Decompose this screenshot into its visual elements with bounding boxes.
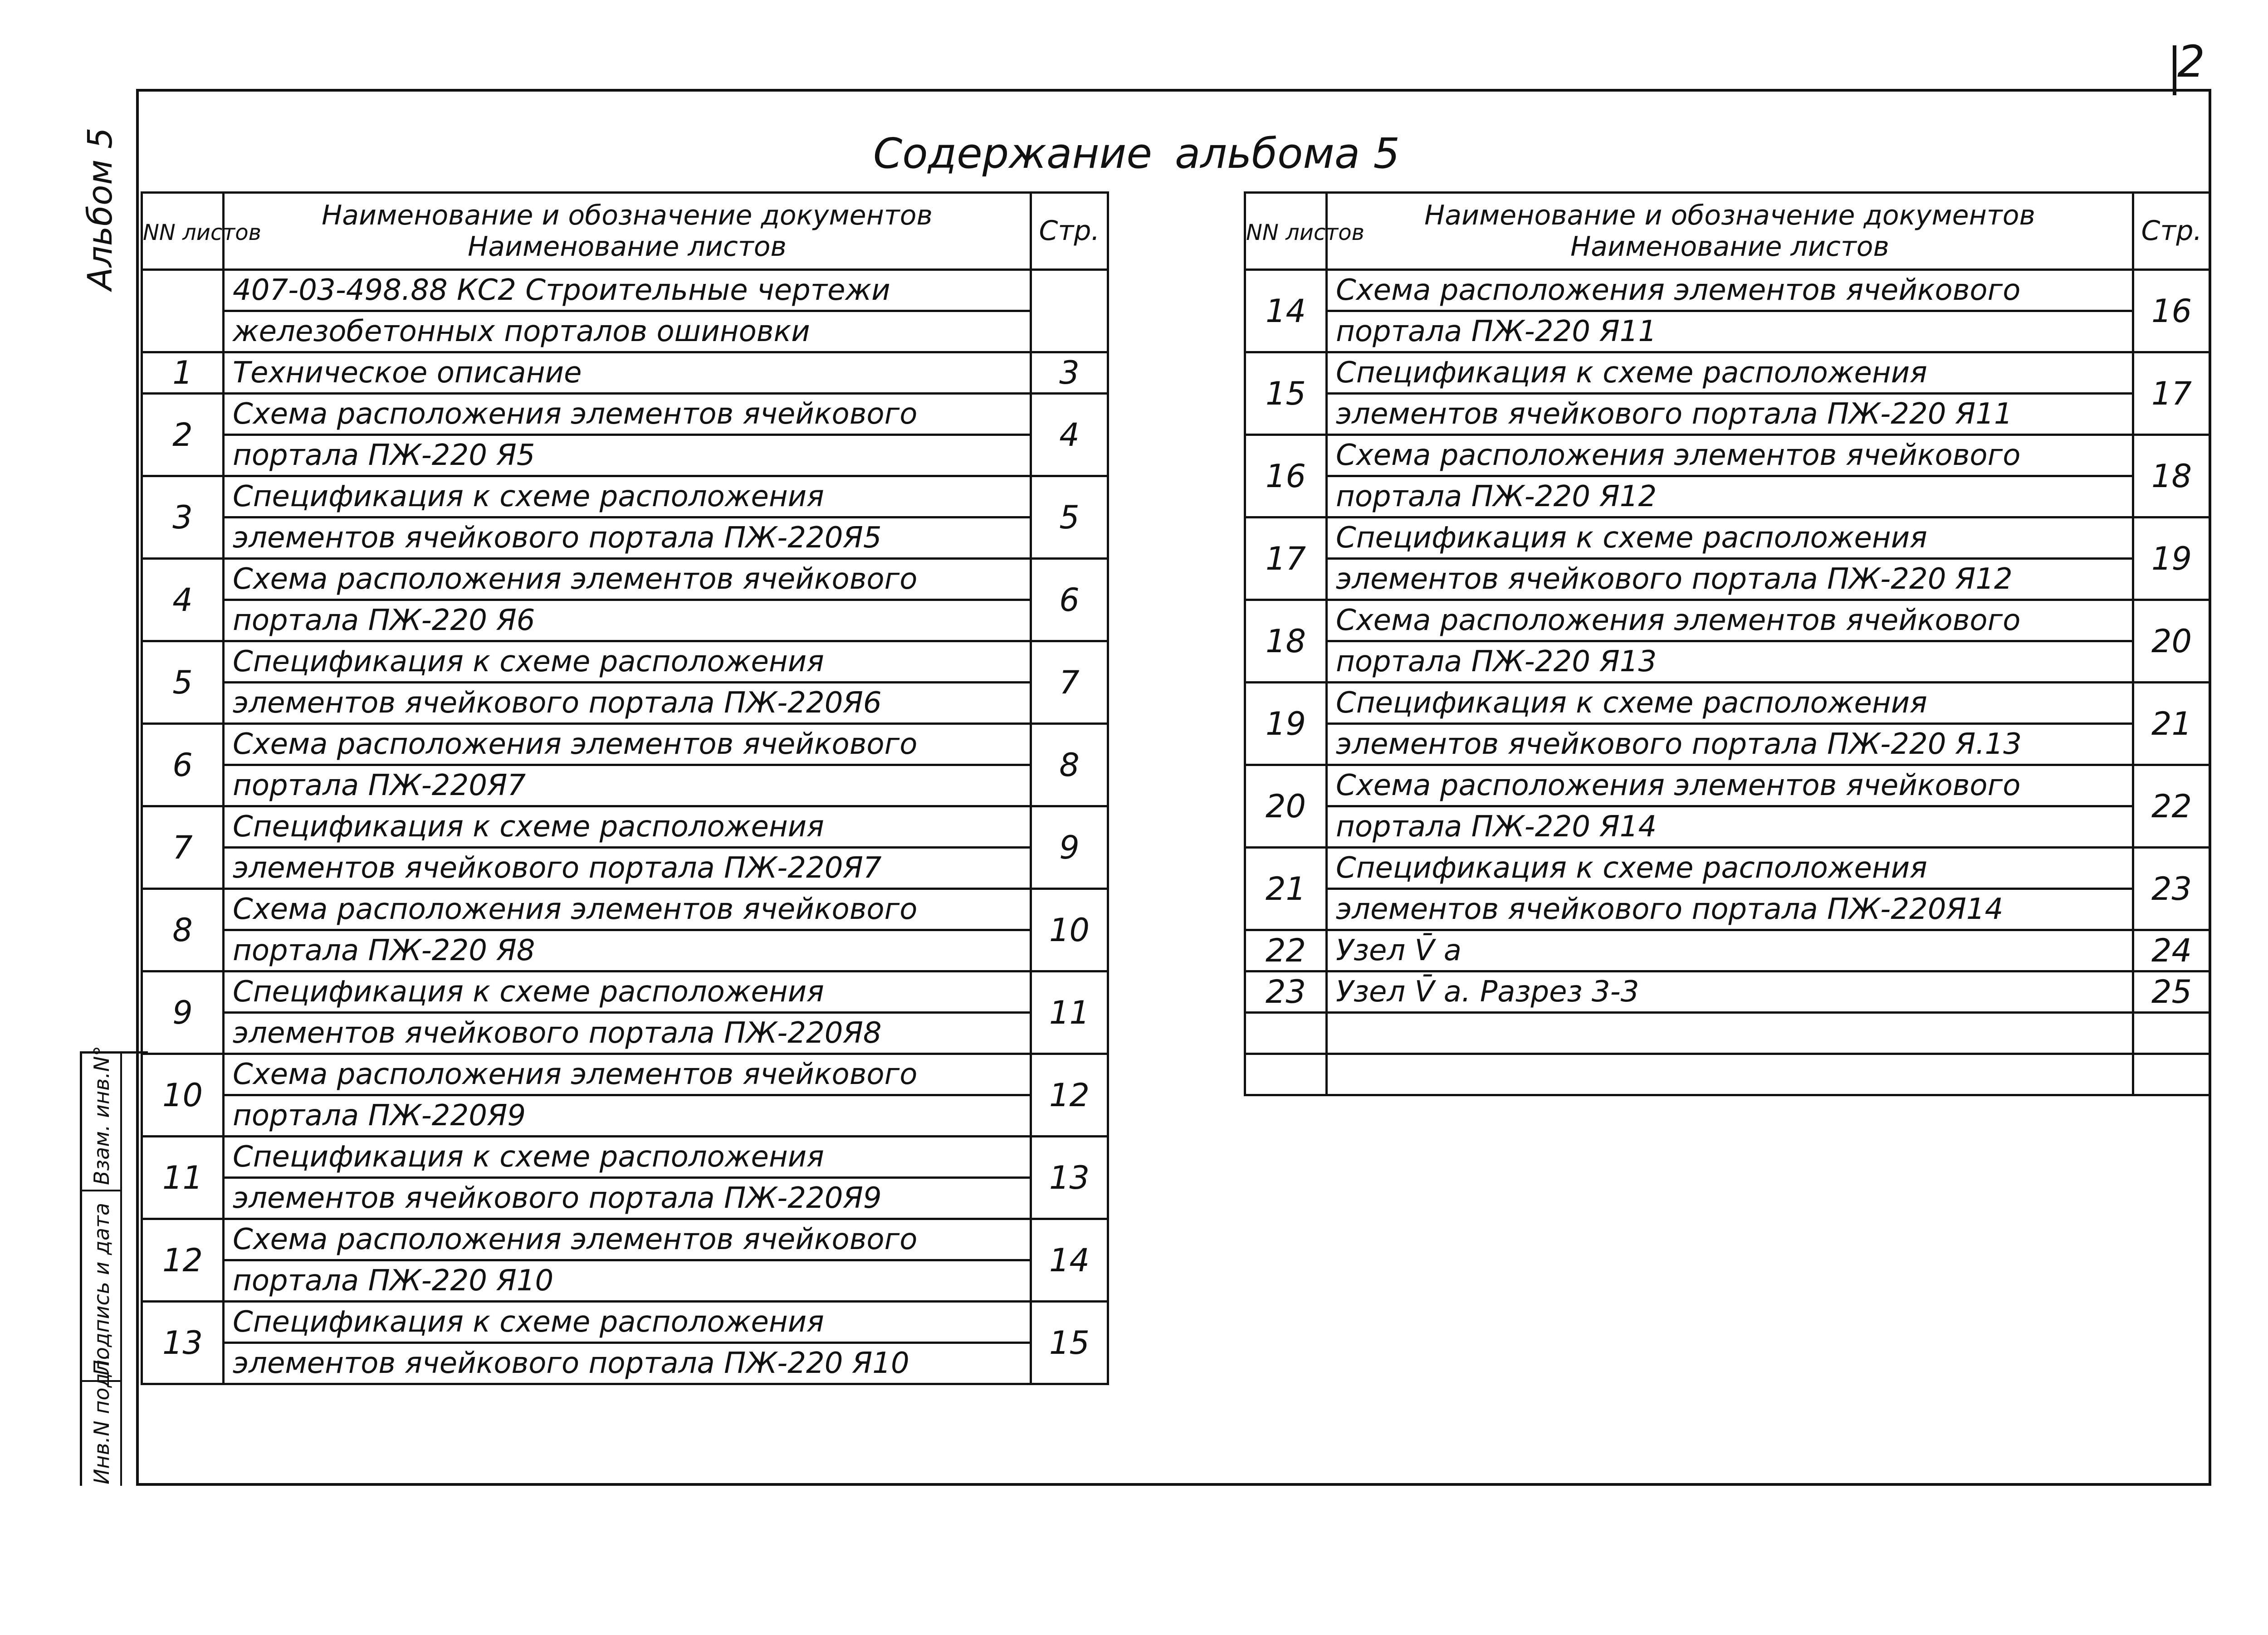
table-row <box>142 1302 1108 1343</box>
sheet-name-line1: Спецификация к схеме расположения <box>224 641 1031 683</box>
sheet-num <box>1245 1013 1327 1054</box>
sheet-num: 5 <box>142 641 224 724</box>
sheet-name-line1: Схема расположения элементов ячейкового <box>224 889 1031 930</box>
header-num: NN листов <box>1245 193 1327 270</box>
page-num: 20 <box>2133 600 2210 683</box>
sheet-num: 10 <box>142 1054 224 1137</box>
page-num: 11 <box>1031 971 1108 1054</box>
sheet-num: 15 <box>1245 352 1327 435</box>
page-num: 17 <box>2133 352 2210 435</box>
table-row-continuation <box>142 600 1108 641</box>
header-name-line2: Наименование листов <box>1570 230 1889 263</box>
sheet-name-line1: Спецификация к схеме расположения <box>1327 848 2133 889</box>
table-row <box>1245 683 2210 724</box>
sheet-name-line1: Схема расположения элементов ячейкового <box>1327 435 2133 476</box>
sheet-name-line1: Спецификация к схеме расположения <box>1327 517 2133 559</box>
sheet-name-line1: Спецификация к схеме расположения <box>224 476 1031 517</box>
table-row-continuation <box>1245 724 2210 765</box>
sheet-name-line1: Спецификация к схеме расположения <box>224 806 1031 848</box>
table-row <box>1245 765 2210 806</box>
table-row <box>142 270 1108 311</box>
sheet-num: 14 <box>1245 270 1327 352</box>
sheet-name-line1: Спецификация к схеме расположения <box>224 1302 1031 1343</box>
page-num <box>2133 1013 2210 1054</box>
table-row-continuation <box>1245 394 2210 435</box>
sheet-num: 4 <box>142 559 224 641</box>
stamp-inv-no: Инв.N подл. <box>89 1353 114 1484</box>
contents-table-left <box>141 191 1109 1385</box>
page-title: Содержание <box>873 129 1152 178</box>
table-row-continuation <box>142 765 1108 806</box>
table-row-continuation <box>1245 476 2210 517</box>
sheet-name-line2: портала ПЖ-220 Я13 <box>1327 641 2133 683</box>
page-num: 18 <box>2133 435 2210 517</box>
sheet-name <box>1327 1013 2133 1054</box>
sheet-name-line2: портала ПЖ-220 Я14 <box>1327 806 2133 848</box>
sheet-name: Узел V̄ a <box>1327 930 2133 971</box>
table-row-continuation <box>142 848 1108 889</box>
table-row <box>1245 352 2210 394</box>
sheet-name-line1: Схема расположения элементов ячейкового <box>224 724 1031 765</box>
sheet-num: 13 <box>142 1302 224 1384</box>
sheet-name-line2: элементов ячейкового портала ПЖ-220Я6 <box>224 683 1031 724</box>
table-row <box>1245 600 2210 641</box>
sheet-number-divider <box>2173 45 2176 95</box>
sheet-name-line2: элементов ячейкового портала ПЖ-220Я9 <box>224 1178 1031 1219</box>
table-row <box>1245 971 2210 1013</box>
sheet-name-line1: Схема расположения элементов ячейкового <box>1327 600 2133 641</box>
sheet-num: 8 <box>142 889 224 971</box>
sheet-num <box>1245 1054 1327 1095</box>
sheet-num: 22 <box>1245 930 1327 971</box>
sheet-num: 20 <box>1245 765 1327 848</box>
sheet-num: 18 <box>1245 600 1327 683</box>
sheet-name-line1: Схема расположения элементов ячейкового <box>224 394 1031 435</box>
sheet-num: 3 <box>142 476 224 559</box>
table-row <box>142 559 1108 600</box>
sheet-name-line1: Схема расположения элементов ячейкового <box>224 1054 1031 1095</box>
table-row <box>1245 848 2210 889</box>
header-name <box>224 193 1031 270</box>
page-num: 23 <box>2133 848 2210 930</box>
sheet-num: 17 <box>1245 517 1327 600</box>
table-row-continuation <box>142 1343 1108 1384</box>
table-row-continuation <box>142 1013 1108 1054</box>
sheet-name-line2: элементов ячейкового портала ПЖ-220 Я12 <box>1327 559 2133 600</box>
table-row <box>142 394 1108 435</box>
sheet-name-line2: портала ПЖ-220 Я10 <box>224 1260 1031 1302</box>
page-num: 25 <box>2133 971 2210 1013</box>
stamp-column <box>82 1045 122 1486</box>
header-name-line1: Наименование и обозначение документов <box>1424 199 2035 231</box>
album-label: Альбом 5 <box>81 127 120 290</box>
approval-stamp <box>80 1045 148 1486</box>
sheet-name-line2: портала ПЖ-220 Я8 <box>224 930 1031 971</box>
header-name <box>1327 193 2133 270</box>
page-title-album: альбома 5 <box>1175 129 1400 178</box>
header-page: Стр. <box>1031 193 1108 270</box>
sheet-name-line2: элементов ячейкового портала ПЖ-220Я7 <box>224 848 1031 889</box>
header-num: NN листов <box>142 193 224 270</box>
page-num: 14 <box>1031 1219 1108 1302</box>
stamp-sign-date: Подпись и дата <box>89 1202 114 1376</box>
page-num <box>1031 270 1108 352</box>
contents-table-right <box>1244 191 2211 1096</box>
sheet-name-line1: Схема расположения элементов ячейкового <box>224 1219 1031 1260</box>
header-page: Стр. <box>2133 193 2210 270</box>
sheet-name-line2: элементов ячейкового портала ПЖ-220 Я10 <box>224 1343 1031 1384</box>
sheet-name-line2: железобетонных порталов ошиновки <box>224 311 1031 352</box>
page-num: 6 <box>1031 559 1108 641</box>
sheet-name-line2: элементов ячейкового портала ПЖ-220Я8 <box>224 1013 1031 1054</box>
sheet-num: 19 <box>1245 683 1327 765</box>
sheet-num <box>142 270 224 352</box>
sheet-num: 6 <box>142 724 224 806</box>
page-num: 13 <box>1031 1137 1108 1219</box>
page-num: 8 <box>1031 724 1108 806</box>
table-row <box>142 1219 1108 1260</box>
page-num: 5 <box>1031 476 1108 559</box>
sheet-name-line1: Спецификация к схеме расположения <box>224 971 1031 1013</box>
table-header-row <box>1245 193 2210 270</box>
sheet-name-line2: элементов ячейкового портала ПЖ-220Я14 <box>1327 889 2133 930</box>
page-num: 22 <box>2133 765 2210 848</box>
table-row <box>1245 1013 2210 1054</box>
sheet-name-line2: элементов ячейкового портала ПЖ-220 Я11 <box>1327 394 2133 435</box>
table-row <box>1245 270 2210 311</box>
table-row-continuation <box>1245 559 2210 600</box>
page-num <box>2133 1054 2210 1095</box>
page-num: 10 <box>1031 889 1108 971</box>
sheet-name-line2: портала ПЖ-220Я9 <box>224 1095 1031 1137</box>
stamp-replace-inv: Взам. инв.N° <box>89 1045 114 1185</box>
table-row-continuation <box>1245 311 2210 352</box>
sheet-num: 23 <box>1245 971 1327 1013</box>
page-num: 12 <box>1031 1054 1108 1137</box>
table-row <box>142 352 1108 394</box>
sheet-name-line1: 407-03-498.88 КС2 Строительные чертежи <box>224 270 1031 311</box>
table-row <box>142 476 1108 517</box>
page-num: 24 <box>2133 930 2210 971</box>
page-num: 15 <box>1031 1302 1108 1384</box>
sheet-name: Техническое описание <box>224 352 1031 394</box>
table-row <box>142 971 1108 1013</box>
sheet-name-line1: Спецификация к схеме расположения <box>1327 683 2133 724</box>
table-row <box>1245 517 2210 559</box>
table-row-continuation <box>142 1178 1108 1219</box>
page-num: 3 <box>1031 352 1108 394</box>
table-row <box>142 889 1108 930</box>
table-row-continuation <box>1245 641 2210 683</box>
sheet-num: 9 <box>142 971 224 1054</box>
table-row <box>142 641 1108 683</box>
table-row-continuation <box>142 311 1108 352</box>
sheet-name-line2: элементов ячейкового портала ПЖ-220 Я.13 <box>1327 724 2133 765</box>
sheet-name-line2: элементов ячейкового портала ПЖ-220Я5 <box>224 517 1031 559</box>
sheet-num: 7 <box>142 806 224 889</box>
stamp-divider <box>82 1190 122 1191</box>
table-row <box>142 1137 1108 1178</box>
table-row-continuation <box>142 930 1108 971</box>
sheet-name-line2: портала ПЖ-220 Я11 <box>1327 311 2133 352</box>
sheet-name-line1: Схема расположения элементов ячейкового <box>1327 765 2133 806</box>
sheet-name-line1: Спецификация к схеме расположения <box>224 1137 1031 1178</box>
sheet-name-line2: портала ПЖ-220 Я5 <box>224 435 1031 476</box>
sheet-num: 21 <box>1245 848 1327 930</box>
sheet-name: Узел V̄ a. Разрез 3-3 <box>1327 971 2133 1013</box>
table-row <box>1245 930 2210 971</box>
page-num: 19 <box>2133 517 2210 600</box>
table-row-continuation <box>142 517 1108 559</box>
table-row <box>1245 1054 2210 1095</box>
table-header-row <box>142 193 1108 270</box>
header-name-line2: Наименование листов <box>468 230 787 263</box>
table-row-continuation <box>1245 889 2210 930</box>
table-row-continuation <box>142 683 1108 724</box>
sheet-name-line1: Схема расположения элементов ячейкового <box>1327 270 2133 311</box>
page-num: 7 <box>1031 641 1108 724</box>
sheet-name-line1: Схема расположения элементов ячейкового <box>224 559 1031 600</box>
page-num: 9 <box>1031 806 1108 889</box>
table-row <box>142 724 1108 765</box>
sheet-num: 11 <box>142 1137 224 1219</box>
sheet-num: 1 <box>142 352 224 394</box>
table-row-continuation <box>142 1095 1108 1137</box>
sheet-name-line2: портала ПЖ-220Я7 <box>224 765 1031 806</box>
sheet-name-line1: Спецификация к схеме расположения <box>1327 352 2133 394</box>
sheet-name <box>1327 1054 2133 1095</box>
table-row <box>1245 435 2210 476</box>
sheet-number: 2 <box>2177 36 2205 87</box>
sheet-num: 16 <box>1245 435 1327 517</box>
table-row <box>142 806 1108 848</box>
sheet-name-line2: портала ПЖ-220 Я12 <box>1327 476 2133 517</box>
table-row-continuation <box>142 1260 1108 1302</box>
page-num: 4 <box>1031 394 1108 476</box>
sheet-name-line2: портала ПЖ-220 Я6 <box>224 600 1031 641</box>
table-row-continuation <box>1245 806 2210 848</box>
table-row <box>142 1054 1108 1095</box>
sheet-num: 12 <box>142 1219 224 1302</box>
header-name-line1: Наименование и обозначение документов <box>322 199 933 231</box>
page-num: 16 <box>2133 270 2210 352</box>
sheet-num: 2 <box>142 394 224 476</box>
page-num: 21 <box>2133 683 2210 765</box>
table-row-continuation <box>142 435 1108 476</box>
